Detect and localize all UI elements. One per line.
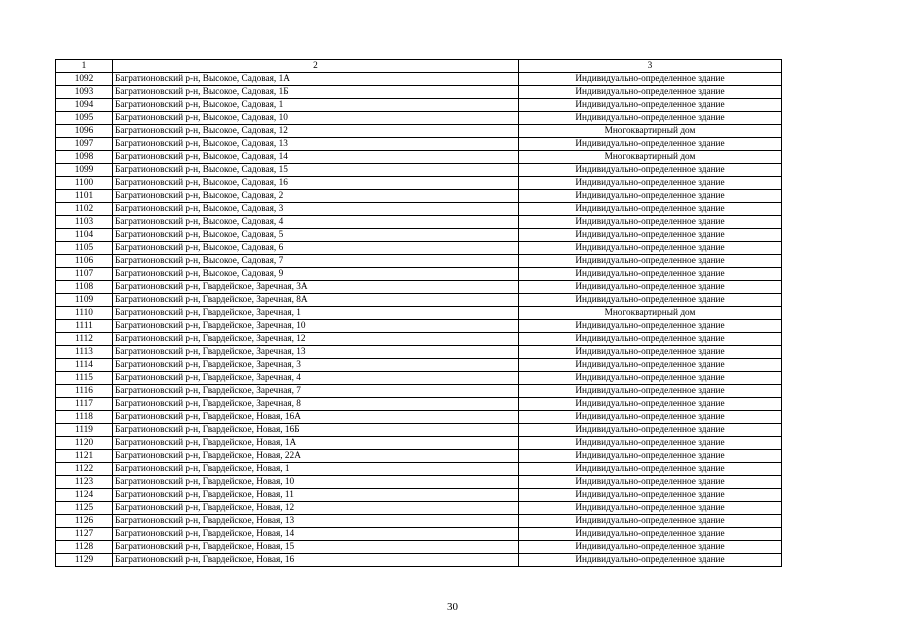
row-number-cell: 1123 — [56, 476, 113, 489]
address-cell: Багратионовский р-н, Гвардейское, Новая, 11 — [113, 489, 519, 502]
building-type-cell: Индивидуально-определенное здание — [519, 164, 782, 177]
building-type-cell: Индивидуально-определенное здание — [519, 268, 782, 281]
address-cell: Багратионовский р-н, Гвардейское, Новая, 22А — [113, 450, 519, 463]
table-row — [56, 515, 782, 528]
header-cell-type: 3 — [519, 60, 782, 73]
address-cell: Багратионовский р-н, Высокое, Садовая, 15 — [113, 164, 519, 177]
table-body — [56, 60, 782, 567]
row-number-cell: 1099 — [56, 164, 113, 177]
building-type-cell: Многоквартирный дом — [519, 125, 782, 138]
building-type-cell: Индивидуально-определенное здание — [519, 242, 782, 255]
address-cell: Багратионовский р-н, Гвардейское, Заречная, 8А — [113, 294, 519, 307]
table-row — [56, 541, 782, 554]
row-number-cell: 1105 — [56, 242, 113, 255]
row-number-cell: 1101 — [56, 190, 113, 203]
row-number-cell: 1097 — [56, 138, 113, 151]
building-type-cell: Индивидуально-определенное здание — [519, 346, 782, 359]
building-type-cell: Индивидуально-определенное здание — [519, 229, 782, 242]
address-cell: Багратионовский р-н, Высокое, Садовая, 3 — [113, 203, 519, 216]
address-cell: Багратионовский р-н, Высокое, Садовая, 6 — [113, 242, 519, 255]
table-row — [56, 463, 782, 476]
building-type-cell: Индивидуально-определенное здание — [519, 437, 782, 450]
table-row — [56, 411, 782, 424]
building-type-cell: Индивидуально-определенное здание — [519, 489, 782, 502]
row-number-cell: 1124 — [56, 489, 113, 502]
row-number-cell: 1128 — [56, 541, 113, 554]
row-number-cell: 1096 — [56, 125, 113, 138]
table-row — [56, 151, 782, 164]
row-number-cell: 1129 — [56, 554, 113, 567]
row-number-cell: 1106 — [56, 255, 113, 268]
row-number-cell: 1119 — [56, 424, 113, 437]
address-cell: Багратионовский р-н, Высокое, Садовая, 1Б — [113, 86, 519, 99]
table-row — [56, 190, 782, 203]
building-type-cell: Индивидуально-определенное здание — [519, 138, 782, 151]
building-type-cell: Индивидуально-определенное здание — [519, 190, 782, 203]
building-type-cell: Индивидуально-определенное здание — [519, 463, 782, 476]
building-type-cell: Индивидуально-определенное здание — [519, 554, 782, 567]
table-row — [56, 528, 782, 541]
building-type-cell: Индивидуально-определенное здание — [519, 541, 782, 554]
address-cell: Багратионовский р-н, Гвардейское, Новая, 16Б — [113, 424, 519, 437]
row-number-cell: 1103 — [56, 216, 113, 229]
table-row — [56, 112, 782, 125]
address-cell: Багратионовский р-н, Гвардейское, Заречная, 3 — [113, 359, 519, 372]
table-row — [56, 229, 782, 242]
address-cell: Багратионовский р-н, Высокое, Садовая, 5 — [113, 229, 519, 242]
address-cell: Багратионовский р-н, Гвардейское, Новая, 1А — [113, 437, 519, 450]
row-number-cell: 1108 — [56, 281, 113, 294]
address-cell: Багратионовский р-н, Высокое, Садовая, 14 — [113, 151, 519, 164]
table-row — [56, 320, 782, 333]
address-cell: Багратионовский р-н, Гвардейское, Заречная, 7 — [113, 385, 519, 398]
row-number-cell: 1112 — [56, 333, 113, 346]
address-cell: Багратионовский р-н, Гвардейское, Заречная, 3А — [113, 281, 519, 294]
address-cell: Багратионовский р-н, Гвардейское, Новая, 14 — [113, 528, 519, 541]
address-cell: Багратионовский р-н, Высокое, Садовая, 1А — [113, 73, 519, 86]
building-type-cell: Индивидуально-определенное здание — [519, 515, 782, 528]
building-type-cell: Индивидуально-определенное здание — [519, 320, 782, 333]
row-number-cell: 1118 — [56, 411, 113, 424]
row-number-cell: 1122 — [56, 463, 113, 476]
building-register-table — [55, 59, 782, 567]
address-cell: Багратионовский р-н, Гвардейское, Новая, 13 — [113, 515, 519, 528]
address-cell: Багратионовский р-н, Гвардейское, Заречная, 4 — [113, 372, 519, 385]
row-number-cell: 1102 — [56, 203, 113, 216]
row-number-cell: 1111 — [56, 320, 113, 333]
table-row — [56, 216, 782, 229]
row-number-cell: 1120 — [56, 437, 113, 450]
table-row — [56, 86, 782, 99]
row-number-cell: 1095 — [56, 112, 113, 125]
row-number-cell: 1093 — [56, 86, 113, 99]
address-cell: Багратионовский р-н, Высокое, Садовая, 13 — [113, 138, 519, 151]
address-cell: Багратионовский р-н, Гвардейское, Заречная, 12 — [113, 333, 519, 346]
address-cell: Багратионовский р-н, Высокое, Садовая, 16 — [113, 177, 519, 190]
table-row — [56, 450, 782, 463]
address-cell: Багратионовский р-н, Гвардейское, Новая, 16 — [113, 554, 519, 567]
table-row — [56, 437, 782, 450]
table-row — [56, 242, 782, 255]
building-type-cell: Индивидуально-определенное здание — [519, 333, 782, 346]
row-number-cell: 1104 — [56, 229, 113, 242]
table-row — [56, 489, 782, 502]
building-type-cell: Индивидуально-определенное здание — [519, 476, 782, 489]
page-number: 30 — [447, 601, 458, 613]
row-number-cell: 1113 — [56, 346, 113, 359]
table-row — [56, 359, 782, 372]
row-number-cell: 1116 — [56, 385, 113, 398]
table-row — [56, 294, 782, 307]
header-cell-address: 2 — [113, 60, 519, 73]
table-row — [56, 307, 782, 320]
row-number-cell: 1100 — [56, 177, 113, 190]
table-row — [56, 502, 782, 515]
address-cell: Багратионовский р-н, Высокое, Садовая, 10 — [113, 112, 519, 125]
row-number-cell: 1098 — [56, 151, 113, 164]
building-type-cell: Многоквартирный дом — [519, 307, 782, 320]
table-row — [56, 73, 782, 86]
table-row — [56, 268, 782, 281]
table-row — [56, 476, 782, 489]
building-type-cell: Индивидуально-определенное здание — [519, 73, 782, 86]
row-number-cell: 1125 — [56, 502, 113, 515]
address-cell: Багратионовский р-н, Высокое, Садовая, 7 — [113, 255, 519, 268]
building-type-cell: Многоквартирный дом — [519, 151, 782, 164]
building-type-cell: Индивидуально-определенное здание — [519, 177, 782, 190]
building-type-cell: Индивидуально-определенное здание — [519, 424, 782, 437]
building-type-cell: Индивидуально-определенное здание — [519, 112, 782, 125]
address-cell: Багратионовский р-н, Высокое, Садовая, 2 — [113, 190, 519, 203]
header-row — [56, 60, 782, 73]
address-cell: Багратионовский р-н, Гвардейское, Новая, 15 — [113, 541, 519, 554]
table-row — [56, 281, 782, 294]
address-cell: Багратионовский р-н, Гвардейское, Заречная, 8 — [113, 398, 519, 411]
header-cell-number: 1 — [56, 60, 113, 73]
building-type-cell: Индивидуально-определенное здание — [519, 372, 782, 385]
address-cell: Багратионовский р-н, Гвардейское, Новая, 10 — [113, 476, 519, 489]
row-number-cell: 1117 — [56, 398, 113, 411]
row-number-cell: 1110 — [56, 307, 113, 320]
building-type-cell: Индивидуально-определенное здание — [519, 216, 782, 229]
address-cell: Багратионовский р-н, Гвардейское, Заречная, 13 — [113, 346, 519, 359]
building-type-cell: Индивидуально-определенное здание — [519, 281, 782, 294]
row-number-cell: 1115 — [56, 372, 113, 385]
table-row — [56, 99, 782, 112]
table-row — [56, 398, 782, 411]
row-number-cell: 1094 — [56, 99, 113, 112]
table-row — [56, 372, 782, 385]
building-type-cell: Индивидуально-определенное здание — [519, 450, 782, 463]
address-cell: Багратионовский р-н, Высокое, Садовая, 12 — [113, 125, 519, 138]
table-row — [56, 125, 782, 138]
table-row — [56, 138, 782, 151]
row-number-cell: 1109 — [56, 294, 113, 307]
address-cell: Багратионовский р-н, Высокое, Садовая, 9 — [113, 268, 519, 281]
table-row — [56, 333, 782, 346]
table-row — [56, 177, 782, 190]
address-cell: Багратионовский р-н, Высокое, Садовая, 1 — [113, 99, 519, 112]
building-type-cell: Индивидуально-определенное здание — [519, 255, 782, 268]
building-type-cell: Индивидуально-определенное здание — [519, 398, 782, 411]
building-type-cell: Индивидуально-определенное здание — [519, 99, 782, 112]
address-cell: Багратионовский р-н, Гвардейское, Заречная, 10 — [113, 320, 519, 333]
row-number-cell: 1107 — [56, 268, 113, 281]
table-row — [56, 203, 782, 216]
building-type-cell: Индивидуально-определенное здание — [519, 359, 782, 372]
building-type-cell: Индивидуально-определенное здание — [519, 385, 782, 398]
address-cell: Багратионовский р-н, Гвардейское, Новая, 16А — [113, 411, 519, 424]
table-row — [56, 164, 782, 177]
row-number-cell: 1126 — [56, 515, 113, 528]
row-number-cell: 1114 — [56, 359, 113, 372]
table-row — [56, 554, 782, 567]
row-number-cell: 1121 — [56, 450, 113, 463]
table-row — [56, 424, 782, 437]
address-cell: Багратионовский р-н, Гвардейское, Новая, 12 — [113, 502, 519, 515]
address-cell: Багратионовский р-н, Гвардейское, Заречная, 1 — [113, 307, 519, 320]
building-type-cell: Индивидуально-определенное здание — [519, 203, 782, 216]
row-number-cell: 1092 — [56, 73, 113, 86]
building-type-cell: Индивидуально-определенное здание — [519, 528, 782, 541]
table-row — [56, 346, 782, 359]
address-cell: Багратионовский р-н, Высокое, Садовая, 4 — [113, 216, 519, 229]
building-type-cell: Индивидуально-определенное здание — [519, 502, 782, 515]
table-row — [56, 385, 782, 398]
building-type-cell: Индивидуально-определенное здание — [519, 86, 782, 99]
row-number-cell: 1127 — [56, 528, 113, 541]
building-type-cell: Индивидуально-определенное здание — [519, 294, 782, 307]
building-type-cell: Индивидуально-определенное здание — [519, 411, 782, 424]
table-row — [56, 255, 782, 268]
address-cell: Багратионовский р-н, Гвардейское, Новая, 1 — [113, 463, 519, 476]
